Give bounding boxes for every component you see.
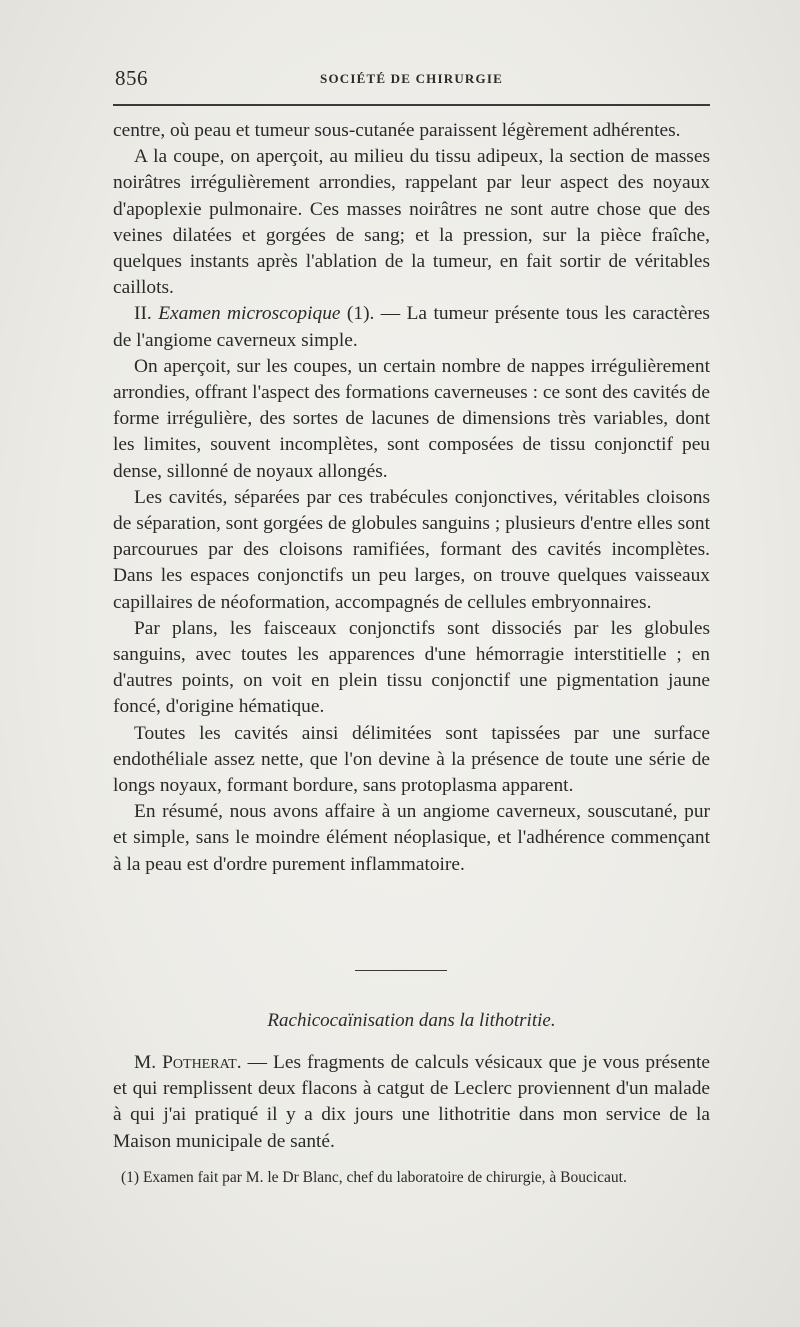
speaker-prefix: M. [134, 1052, 163, 1073]
paragraph-microscopic-exam [113, 301, 710, 353]
running-head: SOCIÉTÉ DE CHIRURGIE [320, 71, 503, 86]
paragraph: Toutes les cavités ainsi délimitées sont tapissées par une surface endothéliale assez nette, que l'on devine à la présence de toute une série de longs noyaux, formant bordure, sans protoplasma apparent. [113, 722, 710, 797]
paragraph-rest: (1). — La tumeur présente tous les caractères de l'angiome caverneux simple. [113, 303, 710, 351]
paragraph-lead: II. [134, 303, 159, 325]
paragraph: centre, où peau et tumeur sous-cutanée paraissent légèrement adhérentes. [113, 120, 681, 141]
paragraph: En résumé, nous avons affaire à un angiome caverneux, souscutané, pur et simple, sans le moindre élément néoplasique, et l'adhérence commençant à la peau est d'ordre purement inflammatoire. [113, 801, 710, 875]
paragraph-italic-heading: Examen microscopique [158, 303, 341, 325]
paragraph: Par plans, les faisceaux conjonctifs sont dissociés par les globules sanguins, avec toutes les apparences d'une hémorragie interstitielle ; en d'autres points, on voit en plein tissu conjonctif une pigmentation jaune foncé, d'origine hématique. [113, 617, 710, 718]
section-title: Rachicocaïnisation dans la lithotritie. [267, 1010, 556, 1031]
section-divider [355, 970, 447, 971]
body-text [113, 118, 710, 878]
paragraph: On aperçoit, sur les coupes, un certain nombre de nappes irrégulièrement arrondies, offrant l'aspect des formations caverneuses : ce sont des cavités de forme irrégulière, des sortes de lacunes de dimensions très variables, dont les limites, souvent incomplètes, sont composées de tissu conjonctif peu dense, sillonné de noyaux allongés. [113, 355, 710, 482]
page-header [113, 64, 710, 94]
speaker-name: Potherat [162, 1052, 237, 1073]
footnote [113, 1167, 710, 1189]
paragraph: Les cavités, séparées par ces trabécules conjonctives, véritables cloisons de séparation, sont gorgées de globules sanguins ; plusieurs d'entre elles sont parcourues par des cloisons ramifiées, formant des cavités incomplètes. Dans les espaces conjonctifs un peu larges, on trouve quelques vaisseaux capillaires de néoformation, accompagnés de cellules embryonnaires. [113, 486, 710, 613]
section-body [113, 1050, 710, 1155]
speaker-paragraph [113, 1050, 710, 1155]
page-number: 856 [115, 66, 148, 90]
footnote-text: (1) Examen fait par M. le Dr Blanc, chef du laboratoire de chirurgie, à Boucicaut. [121, 1169, 627, 1186]
paragraph: A la coupe, on aperçoit, au milieu du tissu adipeux, la section de masses noirâtres irrégulièrement arrondies, rappelant par leur aspect des noyaux d'apoplexie pulmonaire. Ces masses noirâtres ne sont autre chose que des veines dilatées et gorgées de sang; et la pression, sur la pièce fraîche, quelques instants après l'ablation de la tumeur, en fait sortir de véritables caillots. [113, 146, 710, 299]
speech-text: . — Les fragments de calculs vésicaux que je vous présente et qui remplissent deux flacons à catgut de Leclerc proviennent d'un malade à qui j'ai pratiqué il y a dix jours une lithotritie dans mon service de la Maison municipale de santé. [113, 1052, 710, 1152]
header-rule [113, 104, 710, 106]
